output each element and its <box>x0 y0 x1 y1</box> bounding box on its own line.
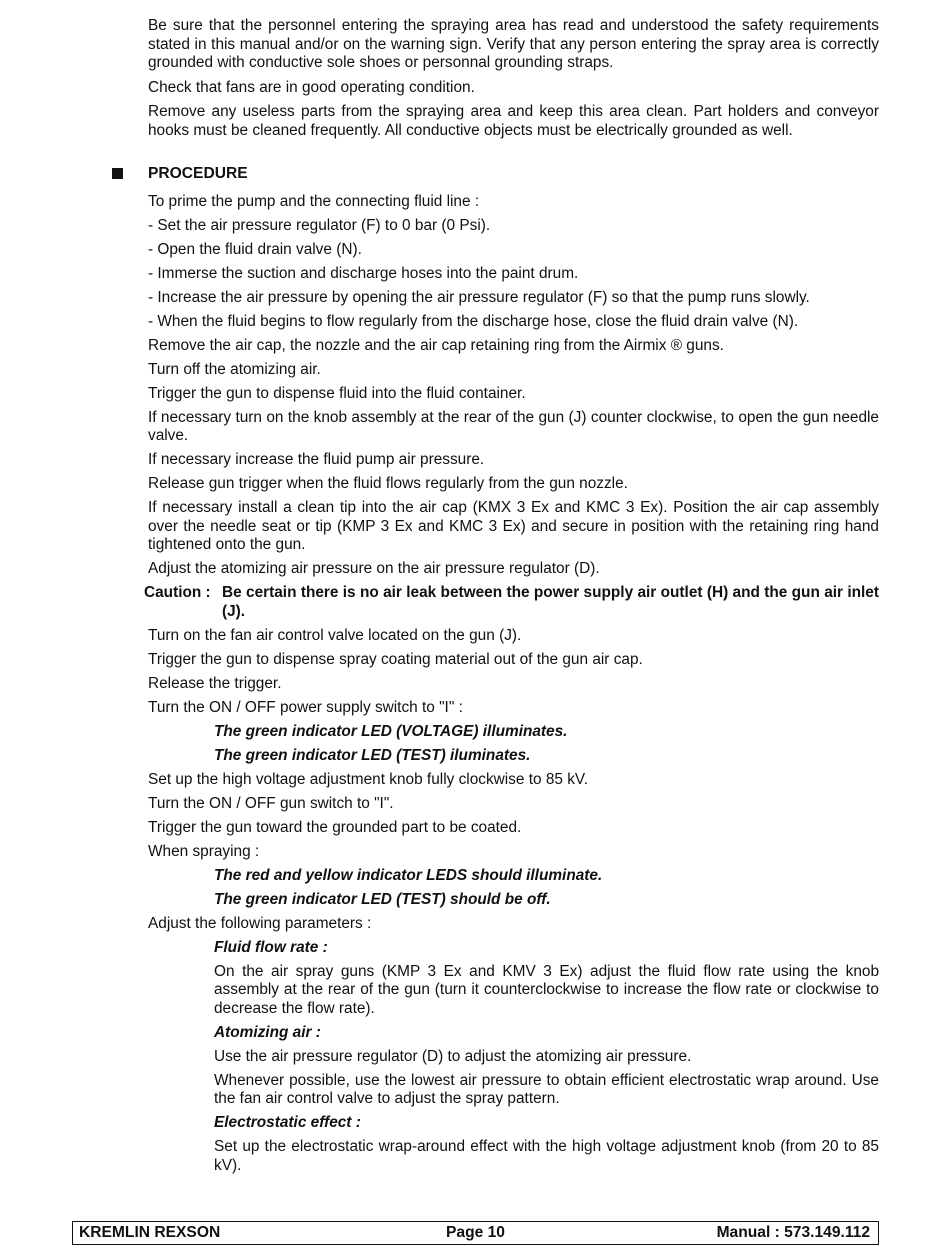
procedure-line: Turn on the fan air control valve located on the gun (J). <box>148 626 522 644</box>
led-status-note: The red and yellow indicator LEDS should illuminate. <box>214 866 603 884</box>
intro-paragraph: Check that fans are in good operating condition. <box>148 78 475 96</box>
footer-page-number: Page 10 <box>446 1224 505 1241</box>
led-status-note: The green indicator LED (TEST) iluminates. <box>214 746 531 764</box>
square-bullet-icon <box>112 168 123 179</box>
param-text-atomizing-air: Whenever possible, use the lowest air pressure to obtain efficient electrostatic wrap around. Use the fan air control valve to adjust the spray pattern. <box>214 1071 879 1107</box>
procedure-line: Turn off the atomizing air. <box>148 360 321 378</box>
procedure-line: Adjust the atomizing air pressure on the air pressure regulator (D). <box>148 560 600 577</box>
caution-label: Caution : <box>144 584 211 601</box>
procedure-line: - Increase the air pressure by opening the air pressure regulator (F) so that the pump runs slowly. <box>148 288 810 306</box>
page-footer <box>72 1221 879 1245</box>
led-status-note: The green indicator LED (TEST) should be off. <box>214 890 551 908</box>
procedure-line: Trigger the gun to dispense spray coating material out of the gun air cap. <box>148 650 643 668</box>
footer-company: KREMLIN REXSON <box>79 1224 221 1241</box>
procedure-line: To prime the pump and the connecting fluid line : <box>148 192 480 210</box>
param-title-electrostatic: Electrostatic effect : <box>214 1114 361 1131</box>
param-title-atomizing-air: Atomizing air : <box>214 1023 321 1041</box>
procedure-line: Set up the high voltage adjustment knob fully clockwise to 85 kV. <box>148 770 589 788</box>
procedure-line: Remove the air cap, the nozzle and the air cap retaining ring from the Airmix ® guns. <box>148 336 724 354</box>
document-body <box>144 17 879 1181</box>
procedure-line: Adjust the following parameters : <box>148 914 372 932</box>
caution-note <box>144 584 879 621</box>
param-text-fluid-flow: On the air spray guns (KMP 3 Ex and KMV 3 Ex) adjust the fluid flow rate using the knob assembly at the rear of the gun (turn it counterclockwise to increase the flow rate or clockwise to decrease the flow rate). <box>214 962 879 1017</box>
procedure-line: - Set the air pressure regulator (F) to 0 bar (0 Psi). <box>148 216 491 234</box>
procedure-line: When spraying : <box>148 842 260 860</box>
procedure-heading <box>148 165 879 184</box>
procedure-line: - Open the fluid drain valve (N). <box>148 240 362 258</box>
procedure-line: If necessary install a clean tip into the air cap (KMX 3 Ex and KMC 3 Ex). Position the air cap assembly over the needle seat or tip (KMP 3 Ex and KMC 3 Ex) and secure in position with the retaining ring hand tightened onto the gun. <box>148 499 879 553</box>
param-title-fluid-flow: Fluid flow rate : <box>214 938 328 956</box>
procedure-line: Trigger the gun to dispense fluid into the fluid container. <box>148 384 526 402</box>
procedure-line: Turn the ON / OFF gun switch to "I". <box>148 794 394 812</box>
intro-paragraph: Remove any useless parts from the spraying area and keep this area clean. Part holders and conveyor hooks must be cleaned frequently. All conductive objects must be electrically grounded as well. <box>148 103 879 139</box>
procedure-line: Turn the ON / OFF power supply switch to "I" : <box>148 698 463 716</box>
procedure-line: Trigger the gun toward the grounded part to be coated. <box>148 818 522 836</box>
procedure-line: If necessary increase the fluid pump air pressure. <box>148 451 485 468</box>
procedure-line: - When the fluid begins to flow regularly from the discharge hose, close the fluid drain valve (N). <box>148 312 799 330</box>
procedure-line: Release the trigger. <box>148 674 282 692</box>
caution-text: Be certain there is no air leak between the power supply air outlet (H) and the gun air inlet (J). <box>222 584 879 620</box>
intro-paragraph: Be sure that the personnel entering the spraying area has read and understood the safety requirements stated in this manual and/or on the warning sign. Verify that any person entering the spray area is correctly grounded with conductive sole shoes or personnal grounding straps. <box>148 17 879 71</box>
procedure-heading-text: PROCEDURE <box>148 165 248 182</box>
procedure-line: - Immerse the suction and discharge hoses into the paint drum. <box>148 264 579 282</box>
param-text-atomizing-air: Use the air pressure regulator (D) to adjust the atomizing air pressure. <box>214 1047 692 1065</box>
footer-manual-number: Manual : 573.149.112 <box>716 1224 870 1241</box>
procedure-line: If necessary turn on the knob assembly at the rear of the gun (J) counter clockwise, to open the gun needle valve. <box>148 408 879 444</box>
procedure-line: Release gun trigger when the fluid flows regularly from the gun nozzle. <box>148 475 628 492</box>
param-text-electrostatic: Set up the electrostatic wrap-around effect with the high voltage adjustment knob (from 20 to 85 kV). <box>214 1138 879 1174</box>
led-status-note: The green indicator LED (VOLTAGE) illuminates. <box>214 722 568 740</box>
